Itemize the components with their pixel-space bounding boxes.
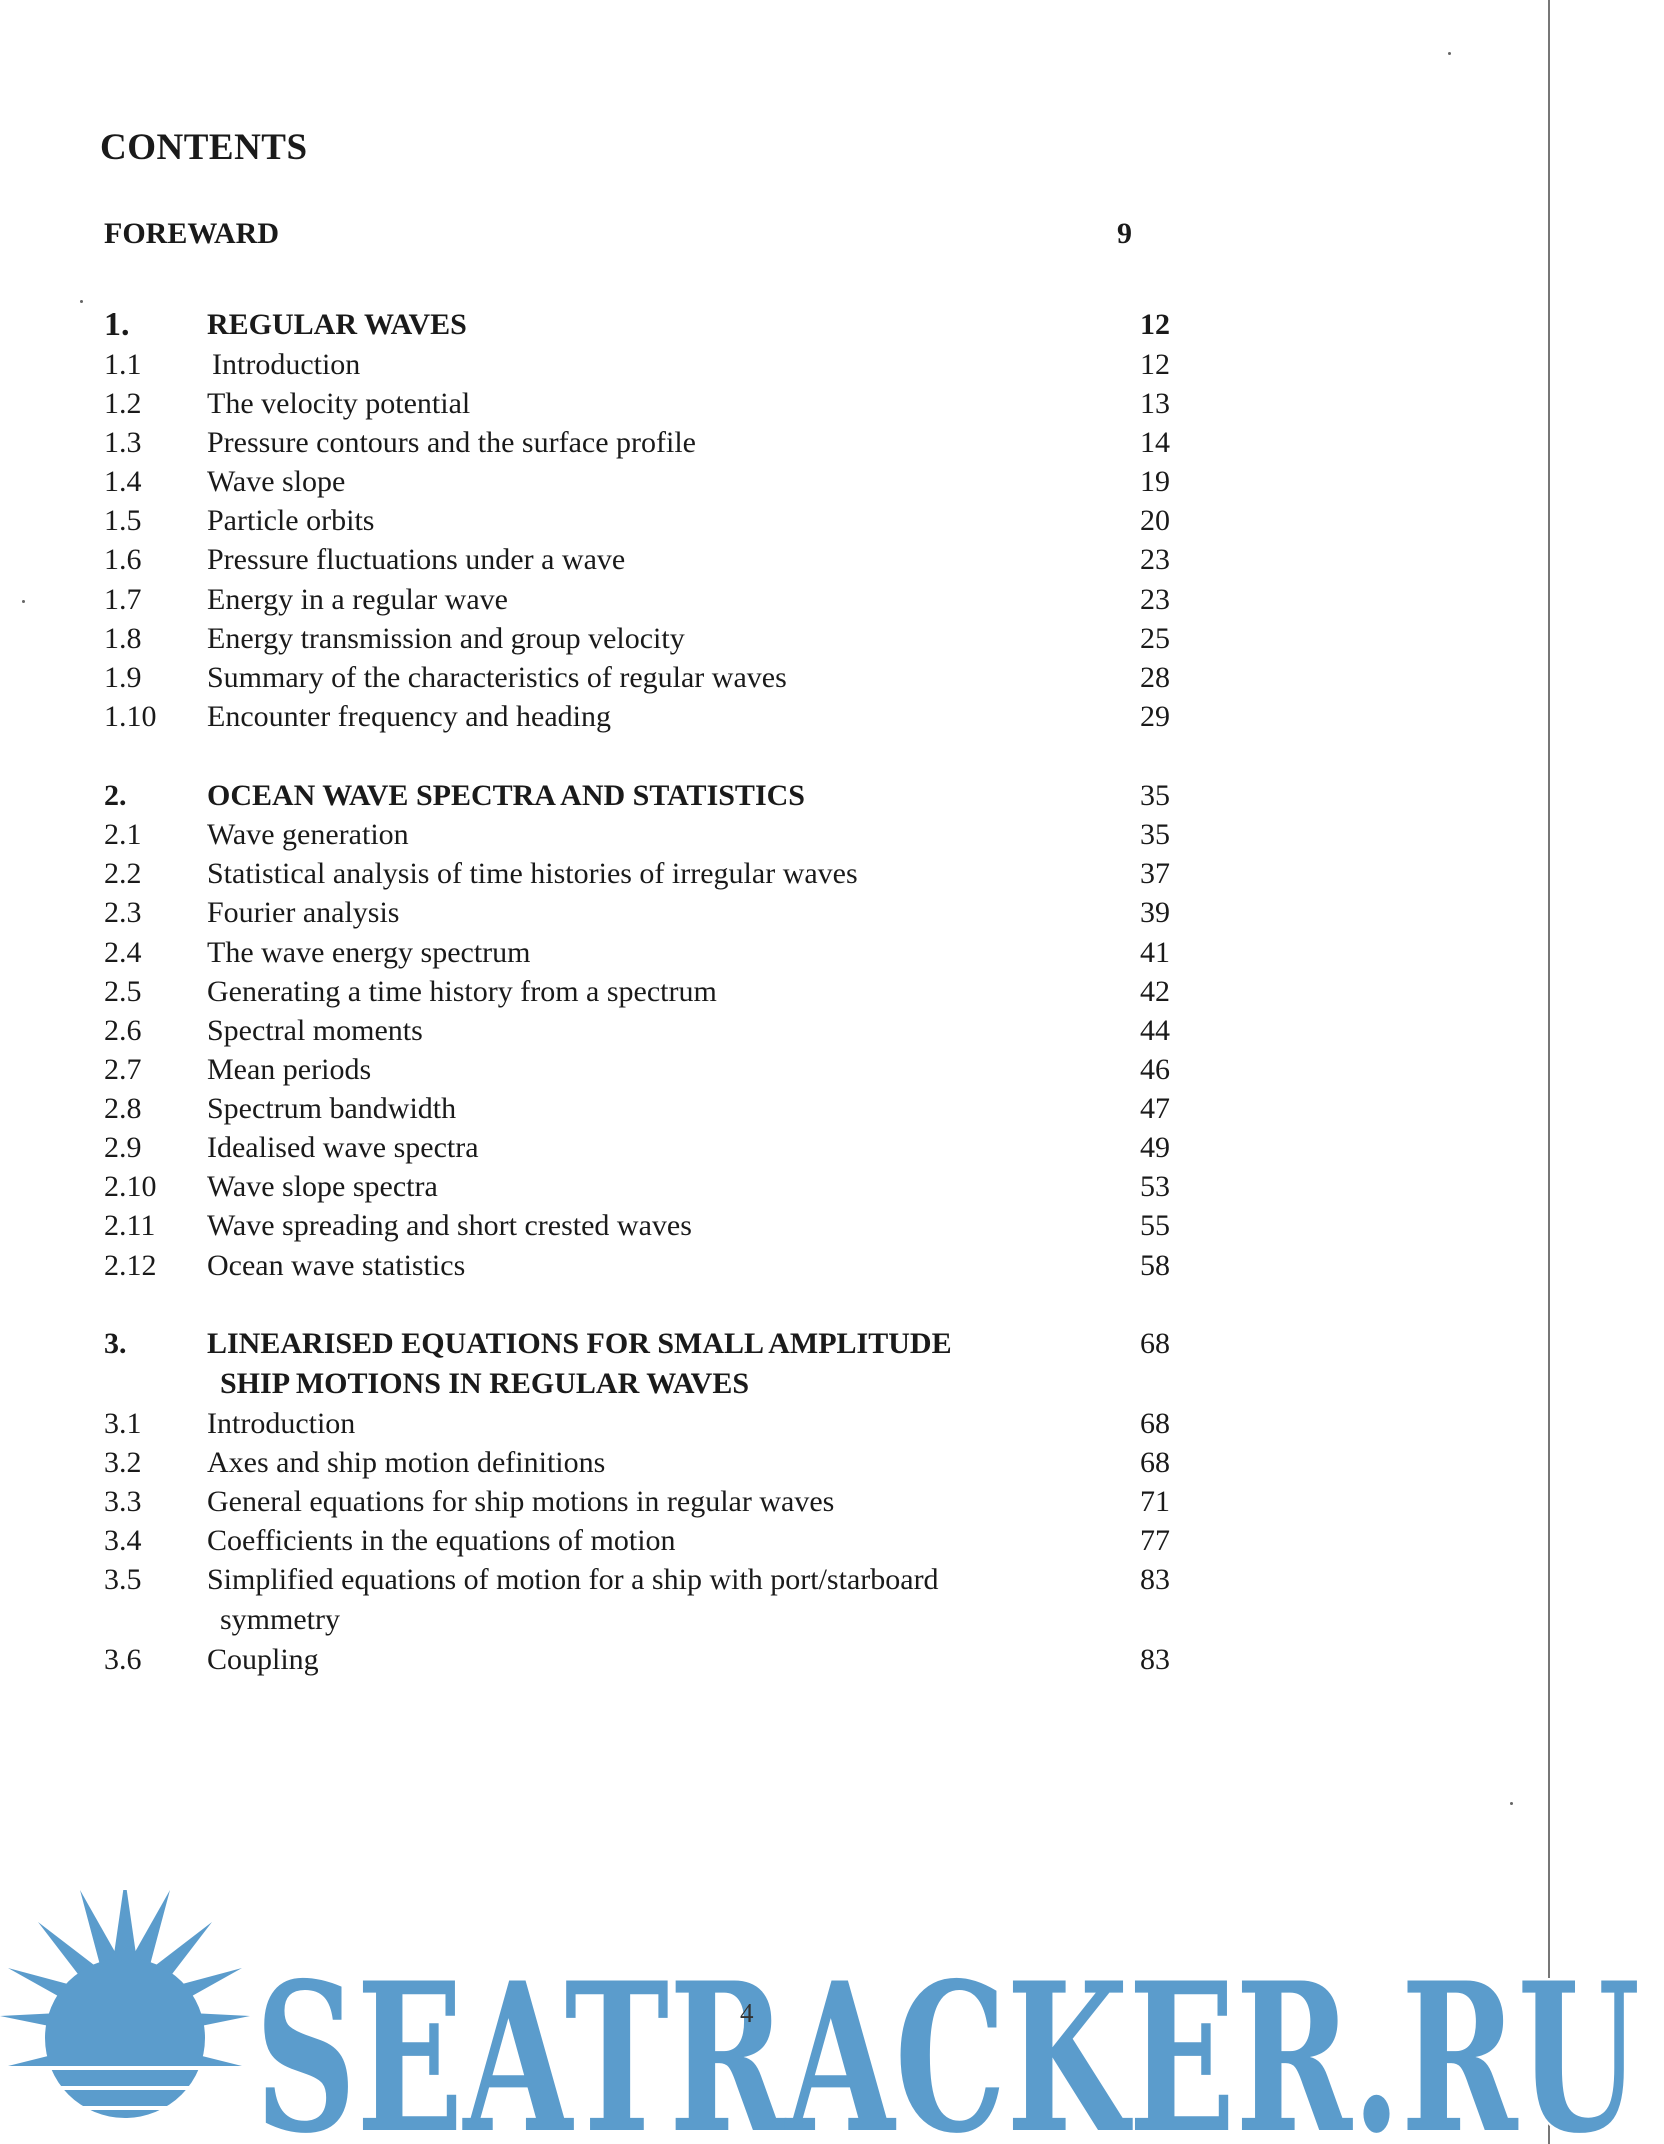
toc-entry bbox=[0, 345, 1200, 385]
chapter-number: 2. bbox=[104, 779, 127, 812]
section-number: 2.6 bbox=[104, 1014, 142, 1047]
chapter-page: 68 bbox=[1140, 1327, 1170, 1360]
section-title: Pressure fluctuations under a wave bbox=[207, 543, 626, 576]
section-page: 55 bbox=[1140, 1209, 1170, 1242]
section-title: The velocity potential bbox=[207, 387, 471, 420]
section-number: 2.9 bbox=[104, 1131, 142, 1164]
section-number: 1.8 bbox=[104, 622, 142, 655]
chapter-title: LINEARISED EQUATIONS FOR SMALL AMPLITUDE bbox=[207, 1327, 952, 1360]
section-title: The wave energy spectrum bbox=[207, 936, 531, 969]
scan-speck bbox=[1448, 52, 1451, 55]
section-title: Axes and ship motion definitions bbox=[207, 1446, 606, 1479]
chapter-page: 12 bbox=[1140, 308, 1170, 341]
section-title: Encounter frequency and heading bbox=[207, 700, 611, 733]
toc-entry bbox=[0, 619, 1200, 659]
toc-entry bbox=[0, 1128, 1200, 1168]
section-page: 13 bbox=[1140, 387, 1170, 420]
section-title: Generating a time history from a spectrum bbox=[207, 975, 717, 1008]
scan-speck bbox=[80, 300, 83, 303]
section-number: 2.2 bbox=[104, 857, 142, 890]
toc-entry bbox=[0, 854, 1200, 894]
section-title: Statistical analysis of time histories of irregular waves bbox=[207, 857, 858, 890]
section-title: Summary of the characteristics of regular waves bbox=[207, 661, 787, 694]
foreward-page: 9 bbox=[1117, 217, 1132, 250]
section-title: Wave slope spectra bbox=[207, 1170, 438, 1203]
toc-entry bbox=[0, 1521, 1200, 1561]
section-number: 3.1 bbox=[104, 1407, 142, 1440]
section-page: 20 bbox=[1140, 504, 1170, 537]
section-page: 29 bbox=[1140, 700, 1170, 733]
section-page: 14 bbox=[1140, 426, 1170, 459]
toc-entry bbox=[0, 462, 1200, 502]
section-page: 53 bbox=[1140, 1170, 1170, 1203]
section-page: 37 bbox=[1140, 857, 1170, 890]
toc-entry bbox=[0, 423, 1200, 463]
toc-entry bbox=[0, 815, 1200, 855]
section-number: 3.4 bbox=[104, 1524, 142, 1557]
section-page: 23 bbox=[1140, 543, 1170, 576]
toc-entry bbox=[0, 1011, 1200, 1051]
section-title: Wave slope bbox=[207, 465, 346, 498]
chapter-1-entry bbox=[0, 305, 1200, 345]
section-title: Particle orbits bbox=[207, 504, 375, 537]
section-title: Fourier analysis bbox=[207, 896, 400, 929]
section-page: 68 bbox=[1140, 1446, 1170, 1479]
section-page: 77 bbox=[1140, 1524, 1170, 1557]
section-number: 3.6 bbox=[104, 1643, 142, 1676]
section-number: 1.7 bbox=[104, 583, 142, 616]
section-number: 2.8 bbox=[104, 1092, 142, 1125]
section-title: Introduction bbox=[212, 348, 361, 381]
toc-entry bbox=[0, 893, 1200, 933]
chapter-title-continuation: SHIP MOTIONS IN REGULAR WAVES bbox=[220, 1367, 750, 1400]
section-number: 2.4 bbox=[104, 936, 142, 969]
section-page: 44 bbox=[1140, 1014, 1170, 1047]
section-page: 41 bbox=[1140, 936, 1170, 969]
section-title: Ocean wave statistics bbox=[207, 1249, 466, 1282]
toc-entry bbox=[0, 933, 1200, 973]
toc-entry bbox=[0, 1482, 1200, 1522]
toc-entry bbox=[0, 697, 1200, 737]
section-title: Spectral moments bbox=[207, 1014, 423, 1047]
section-page: 58 bbox=[1140, 1249, 1170, 1282]
section-number: 3.5 bbox=[104, 1563, 142, 1596]
chapter-title: REGULAR WAVES bbox=[207, 308, 467, 341]
section-page: 83 bbox=[1140, 1563, 1170, 1596]
toc-entry bbox=[0, 1206, 1200, 1246]
section-page: 47 bbox=[1140, 1092, 1170, 1125]
section-number: 1.9 bbox=[104, 661, 142, 694]
seatracker-watermark bbox=[0, 1890, 1664, 2144]
section-title: Energy transmission and group velocity bbox=[207, 622, 685, 655]
section-number: 2.7 bbox=[104, 1053, 142, 1086]
section-page: 23 bbox=[1140, 583, 1170, 616]
toc-entry bbox=[0, 1640, 1200, 1680]
section-title: Pressure contours and the surface profile bbox=[207, 426, 696, 459]
section-page: 25 bbox=[1140, 622, 1170, 655]
section-title: Simplified equations of motion for a ship with port/starboard bbox=[207, 1563, 939, 1596]
toc-entry bbox=[0, 658, 1200, 698]
toc-entry bbox=[0, 1089, 1200, 1129]
section-number: 1.2 bbox=[104, 387, 142, 420]
section-title-continuation: symmetry bbox=[220, 1603, 340, 1636]
section-number: 2.3 bbox=[104, 896, 142, 929]
section-page: 39 bbox=[1140, 896, 1170, 929]
toc-entry bbox=[0, 1560, 1200, 1600]
toc-entry bbox=[0, 501, 1200, 541]
section-number: 2.5 bbox=[104, 975, 142, 1008]
section-page: 42 bbox=[1140, 975, 1170, 1008]
chapter-title: OCEAN WAVE SPECTRA AND STATISTICS bbox=[207, 779, 805, 812]
section-page: 19 bbox=[1140, 465, 1170, 498]
section-title: Spectrum bandwidth bbox=[207, 1092, 457, 1125]
section-page: 71 bbox=[1140, 1485, 1170, 1518]
section-title: Mean periods bbox=[207, 1053, 372, 1086]
toc-entry bbox=[0, 580, 1200, 620]
section-page: 46 bbox=[1140, 1053, 1170, 1086]
section-number: 1.10 bbox=[104, 700, 157, 733]
section-title: Introduction bbox=[207, 1407, 356, 1440]
sun-logo-icon bbox=[0, 1890, 250, 2118]
toc-entry bbox=[0, 384, 1200, 424]
foreward-entry bbox=[0, 214, 1200, 254]
section-number: 3.3 bbox=[104, 1485, 142, 1518]
toc-entry bbox=[0, 1167, 1200, 1207]
toc-entry bbox=[0, 972, 1200, 1012]
chapter-number: 3. bbox=[104, 1327, 127, 1360]
section-number: 1.4 bbox=[104, 465, 142, 498]
foreward-label: FOREWARD bbox=[104, 217, 280, 250]
contents-heading: CONTENTS bbox=[100, 127, 308, 168]
section-number: 1.5 bbox=[104, 504, 142, 537]
chapter-2-entry bbox=[0, 776, 1200, 816]
section-page: 83 bbox=[1140, 1643, 1170, 1676]
chapter-page: 35 bbox=[1140, 779, 1170, 812]
section-page: 49 bbox=[1140, 1131, 1170, 1164]
section-title: Idealised wave spectra bbox=[207, 1131, 479, 1164]
section-page: 68 bbox=[1140, 1407, 1170, 1440]
section-number: 2.11 bbox=[104, 1209, 156, 1242]
section-title: Wave generation bbox=[207, 818, 409, 851]
toc-entry bbox=[0, 1404, 1200, 1444]
toc-entry bbox=[0, 1050, 1200, 1090]
section-title: Energy in a regular wave bbox=[207, 583, 508, 616]
section-title: Wave spreading and short crested waves bbox=[207, 1209, 692, 1242]
section-page: 12 bbox=[1140, 348, 1170, 381]
section-number: 1.3 bbox=[104, 426, 142, 459]
page-edge-rule bbox=[1548, 0, 1550, 2144]
section-number: 1.6 bbox=[104, 543, 142, 576]
scan-speck bbox=[1510, 1802, 1513, 1805]
toc-entry bbox=[0, 540, 1200, 580]
chapter-3-entry bbox=[0, 1324, 1200, 1364]
chapter-number: 1. bbox=[104, 306, 130, 343]
section-page: 28 bbox=[1140, 661, 1170, 694]
watermark-text: SEATRACKER.RU bbox=[255, 1939, 1640, 2144]
section-number: 2.10 bbox=[104, 1170, 157, 1203]
section-number: 2.12 bbox=[104, 1249, 157, 1282]
section-title: General equations for ship motions in regular waves bbox=[207, 1485, 835, 1518]
section-title: Coefficients in the equations of motion bbox=[207, 1524, 676, 1557]
section-number: 1.1 bbox=[104, 348, 142, 381]
section-number: 3.2 bbox=[104, 1446, 142, 1479]
section-page: 35 bbox=[1140, 818, 1170, 851]
page-number: 4 bbox=[740, 1998, 754, 2028]
section-number: 2.1 bbox=[104, 818, 142, 851]
section-title: Coupling bbox=[207, 1643, 319, 1676]
toc-entry bbox=[0, 1443, 1200, 1483]
toc-entry bbox=[0, 1246, 1200, 1286]
